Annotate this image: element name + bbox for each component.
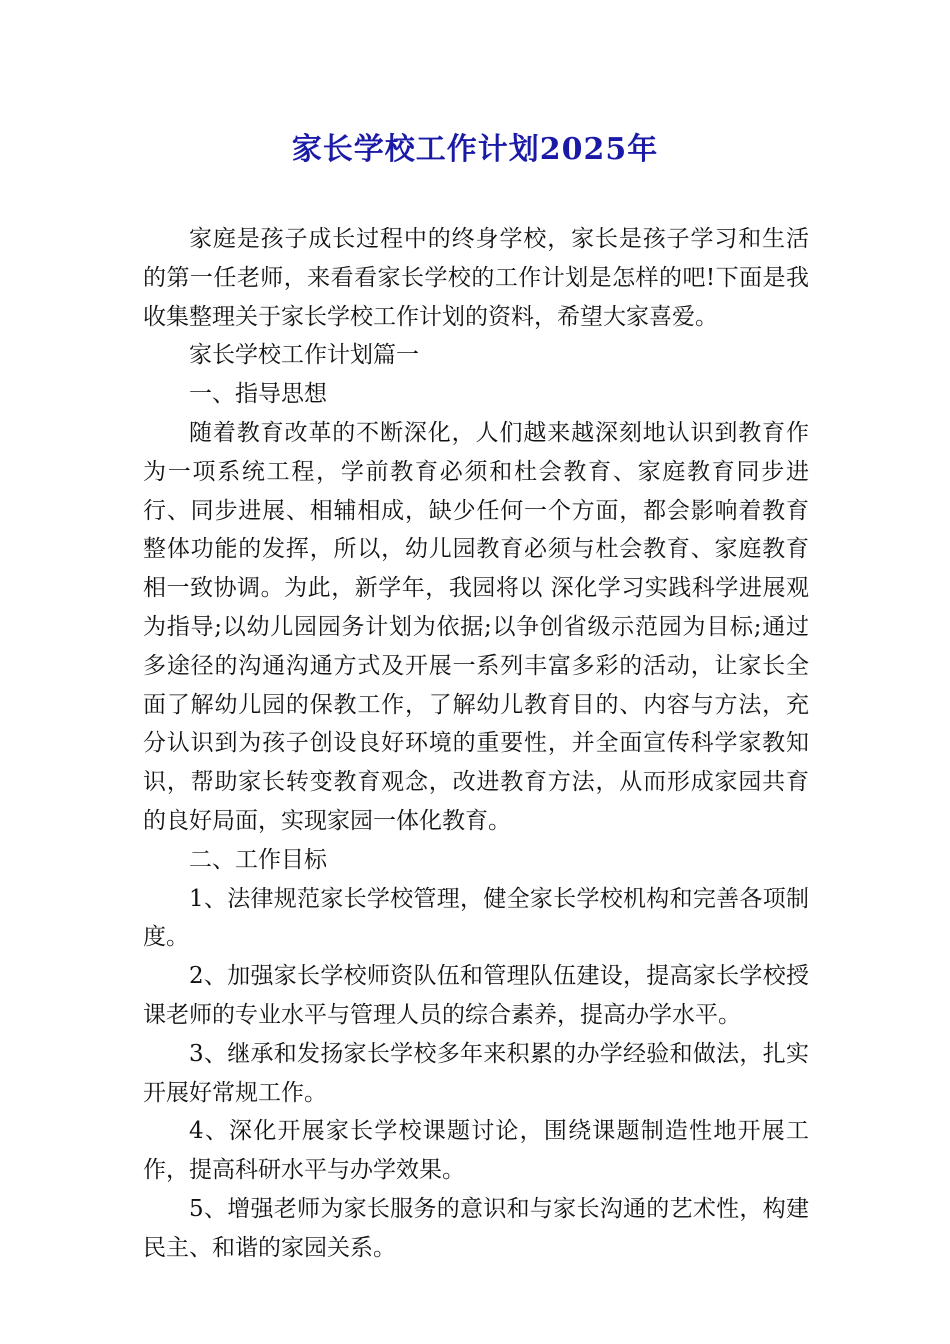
section-heading-plan-one: 家长学校工作计划篇一 (189, 342, 419, 369)
goal-item-5: 5、增强老师为家长服务的意识和与家长沟通的艺术性，构建民主、和谐的家园关系。 (143, 1195, 809, 1261)
document-title: 家长学校工作计划2025年 (291, 132, 659, 167)
paragraph-intro: 家庭是孩子成长过程中的终身学校，家长是孩子学习和生活的第一任老师，来看看家长学校的工作计划是怎样的吧!下面是我收集整理关于家长学校工作计划的资料，希望大家喜爱。 (143, 226, 809, 330)
goal-item-1: 1、法律规范家长学校管理，健全家长学校机构和完善各项制度。 (143, 885, 809, 951)
section-heading-guiding-thought: 一、指导思想 (189, 381, 327, 408)
goal-item-3: 3、继承和发扬家长学校多年来积累的办学经验和做法，扎实开展好常规工作。 (143, 1040, 809, 1106)
section-heading-work-goals: 二、工作目标 (189, 846, 327, 873)
goal-item-4: 4、深化开展家长学校课题讨论，围绕课题制造性地开展工作，提高科研水平与办学效果。 (143, 1118, 809, 1184)
goal-item-2: 2、加强家长学校师资队伍和管理队伍建设，提高家长学校授课老师的专业水平与管理人员的综合素养，提高办学水平。 (143, 963, 809, 1028)
document-body (143, 220, 809, 1268)
paragraph-guiding-thought: 随着教育改革的不断深化，人们越来越深刻地认识到教育作为一项系统工程，学前教育必须和杜会教育、家庭教育同步进行、同步进展、相辅相成，缺少任何一个方面，都会影响着教育整体功能的发挥，所以，幼儿园教育必须与杜会教育、家庭教育相一致协调。为此，新学年，我园将以 深化学习实践科学进展观 为指导;以幼儿园园务计划为依据;以争创省级示范园为目标;通过多途径的沟通沟通方式及开展一系列丰富多彩的活动，让家长全面了解幼儿园的保教工作，了解幼儿教育目的、内容与方法，充分认识到为孩子创设良好环境的重要性，并全面宣传科学家教知识，帮助家长转变教育观念，改进教育方法，从而形成家园共育的良好局面，实现家园一体化教育。 (143, 419, 809, 834)
